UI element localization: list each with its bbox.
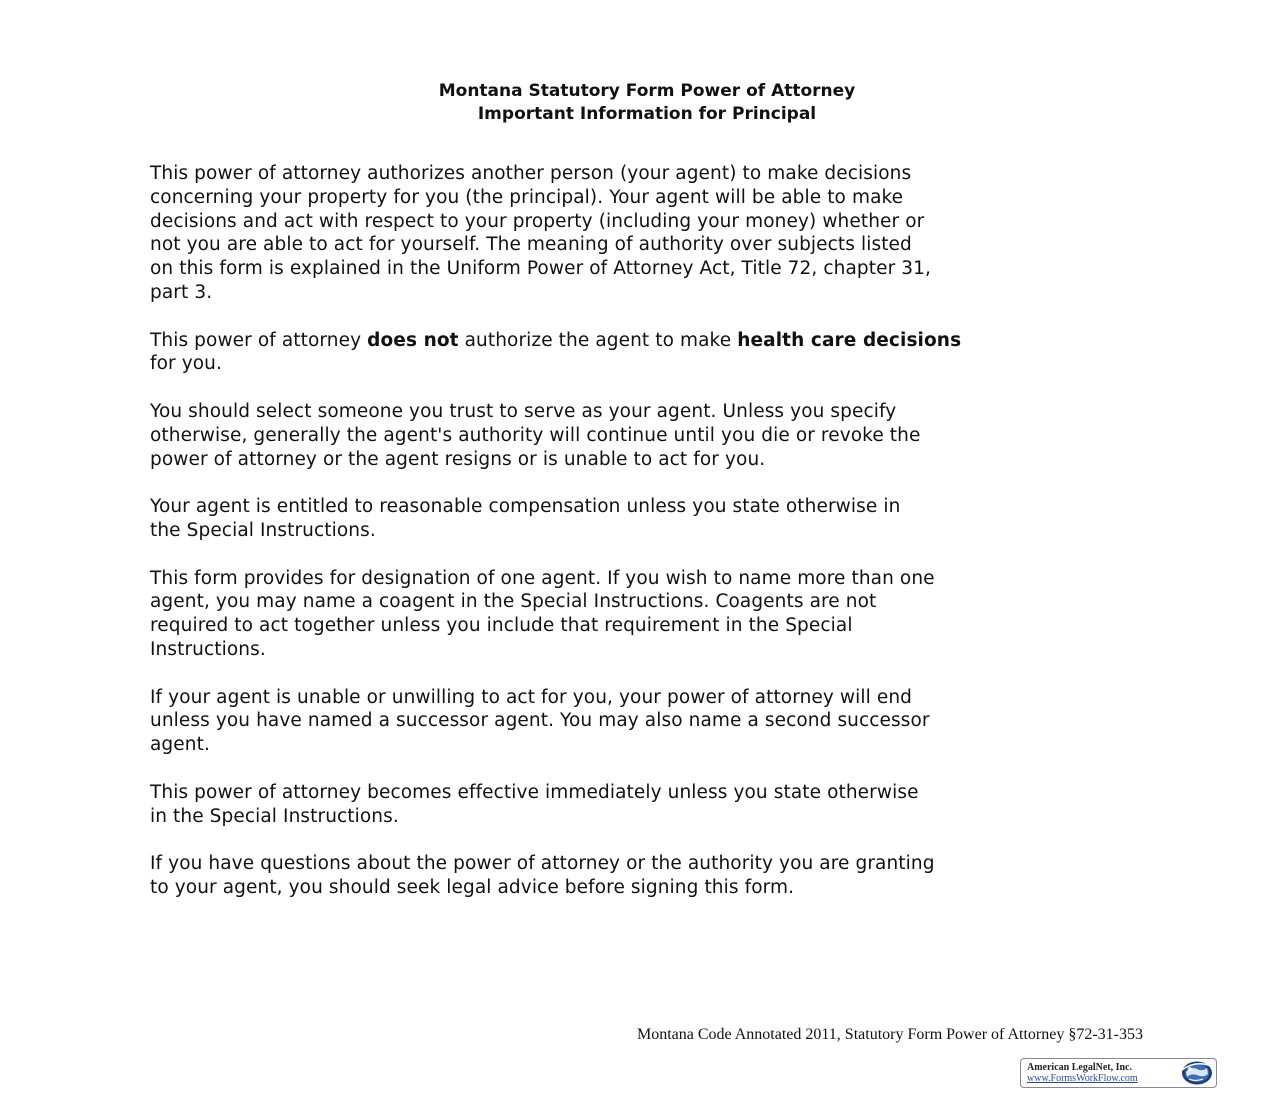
logo-company-name: American LegalNet, Inc. [1027,1062,1132,1073]
paragraph-line: agent. [150,734,210,756]
paragraph-authorization [150,162,1160,305]
paragraph-line: If you have questions about the power of attorney or the authority you are granting [150,853,935,875]
paragraph-line [150,329,1160,353]
paragraph-line: Your agent is entitled to reasonable compensation unless you state otherwise in [150,496,901,518]
paragraph-line: in the Special Instructions. [150,805,399,827]
paragraph-line: This form provides for designation of one agent. If you wish to name more than one [150,567,935,589]
paragraph-line: You should select someone you trust to serve as your agent. Unless you specify [150,400,897,422]
paragraph-health-care [150,329,1160,377]
paragraph-line: Instructions. [150,638,266,660]
paragraph-line: decisions and act with respect to your property (including your money) whether or [150,210,925,232]
paragraph-line: unless you have named a successor agent. You may also name a second successor [150,710,930,732]
document-header [0,80,1275,126]
paragraph-successor [150,686,1160,757]
globe-icon [1177,1060,1213,1086]
paragraph-line: the Special Instructions. [150,519,376,541]
paragraph-legal-advice [150,852,1160,900]
document-body [150,162,1160,924]
bold-health-care-decisions: health care decisions [737,329,962,351]
text-segment: This power of attorney [150,329,368,351]
text-segment: authorize the agent to make [458,329,738,351]
paragraph-line: agent, you may name a coagent in the Special Instructions. Coagents are not [150,591,877,613]
paragraph-line: to your agent, you should seek legal advice before signing this form. [150,876,795,898]
paragraph-line: concerning your property for you (the principal). Your agent will be able to make [150,186,904,208]
paragraph-line: power of attorney or the agent resigns or is unable to act for you. [150,448,766,470]
paragraph-effective [150,781,1160,829]
paragraph-line: not you are able to act for yourself. The meaning of authority over subjects listed [150,234,912,256]
paragraph-select-agent [150,400,1160,471]
publisher-logo[interactable] [1020,1058,1217,1088]
logo-url-link[interactable]: www.FormsWorkFlow.com [1027,1073,1138,1084]
footer-citation: Montana Code Annotated 2011, Statutory Form Power of Attorney §72-31-353 [636,1026,1143,1043]
paragraph-coagent [150,567,1160,662]
paragraph-line: required to act together unless you include that requirement in the Special [150,615,853,637]
paragraph-line: on this form is explained in the Uniform Power of Attorney Act, Title 72, chapter 31, [150,258,932,280]
paragraph-line: If your agent is unable or unwilling to act for you, your power of attorney will end [150,686,913,708]
paragraph-line: otherwise, generally the agent's authority will continue until you die or revoke the [150,424,921,446]
paragraph-compensation [150,495,1160,543]
document-subtitle: Important Information for Principal [477,104,817,124]
paragraph-line: This power of attorney becomes effective immediately unless you state otherwise [150,781,919,803]
paragraph-line: This power of attorney authorizes another person (your agent) to make decisions [150,163,912,184]
paragraph-line: for you. [150,353,222,375]
paragraph-line: part 3. [150,281,213,303]
document-title: Montana Statutory Form Power of Attorney [438,81,856,101]
bold-does-not: does not [367,329,459,351]
